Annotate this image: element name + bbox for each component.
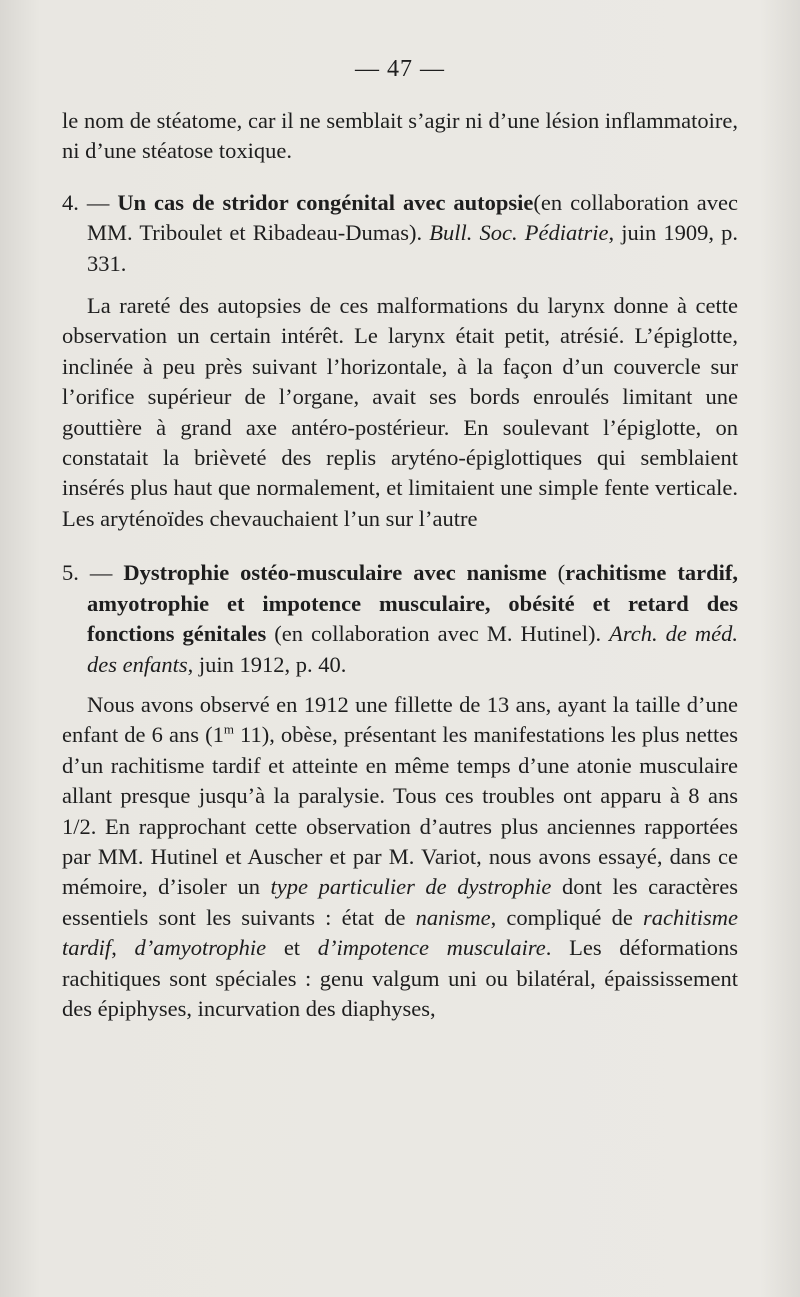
unit-superscript: m xyxy=(223,721,234,737)
entry-5-paren: ( xyxy=(546,560,566,586)
entry-5-number: 5. — xyxy=(62,560,124,586)
entry-5-collaboration: (en collaboration avec M. Hutinel). xyxy=(266,621,610,647)
entry-5-subtitle: rachitisme tardif, amyotrophie et impotence musculaire, obésité et retard des fonctions génitales xyxy=(87,560,738,647)
page-number: — 47 — xyxy=(355,56,445,82)
entry-5-journal: Arch. de méd. des enfants xyxy=(87,621,738,677)
entry-5-title: Dystrophie ostéo-musculaire avec nanisme xyxy=(123,560,547,586)
paragraph-continuation: le nom de stéatome, car il ne semblait s’agir ni d’une lésion inflammatoire, ni d’une stéatose toxique. xyxy=(62,108,738,164)
entry-4-collaboration: (en collaboration avec MM. Triboulet et Ribadeau-Dumas). xyxy=(87,189,738,246)
entry-4-title: Un cas de stridor congénital avec autopsie xyxy=(117,189,534,215)
entry-5-date: , juin 1912, p. 40. xyxy=(187,651,347,677)
entry-4-date: , juin 1909, p. 331. xyxy=(87,220,738,276)
paragraph-entry-4-summary: La rareté des autopsies de ces malformations du larynx donne à cette observation un certain intérêt. Le larynx était petit, atrésié. L’épiglotte, inclinée à peu près suivant l’horizontale, à la façon d’un couvercle sur l’orifice supérieur de l’organe, avait ses bords enroulés limitant une gouttière à grand axe antéro-postérieur. En soulevant l’épiglotte, on constatait la brièveté des replis aryténo-épiglottiques qui semblaient insérés plus haut que normalement, et limitaient une simple fente verticale. Les aryténoïdes chevauchaient l’un sur l’autre xyxy=(62,293,738,531)
entry-4-journal: Bull. Soc. Pédiatrie xyxy=(429,220,609,246)
entry-5 xyxy=(62,558,738,680)
paragraph-entry-5-summary: Nous avons observé en 1912 une fillette de 13 ans, ayant la taille d’une enfant de 6 ans (1$^m$ 11), obèse, présentant les manifestations les plus nettes d’un rachitisme tardif et atteinte en même temps d’une atonie musculaire allant presque jusqu’à la paralysie. Tous ces troubles ont apparu à 8 ans 1/2. En rapprochant cette observation d’autres plus anciennes rapportées par MM. Hutinel et Auscher et par M. Variot, nous avons essayé, dans ce mémoire, d’isoler un type particulier de dystrophie dont les caractères essentiels sont les suivants : état de nanisme, compliqué de rachitisme tardif, d’amyotrophie et d’impotence musculaire. Les déformations rachitiques sont spéciales : genu valgum uni ou bilatéral, épaississement des épiphyses, incurvation des diaphyses, xyxy=(62,691,738,1021)
entry-4-number: 4. — xyxy=(62,189,118,215)
entry-4 xyxy=(62,188,738,279)
text-body xyxy=(62,106,738,1024)
